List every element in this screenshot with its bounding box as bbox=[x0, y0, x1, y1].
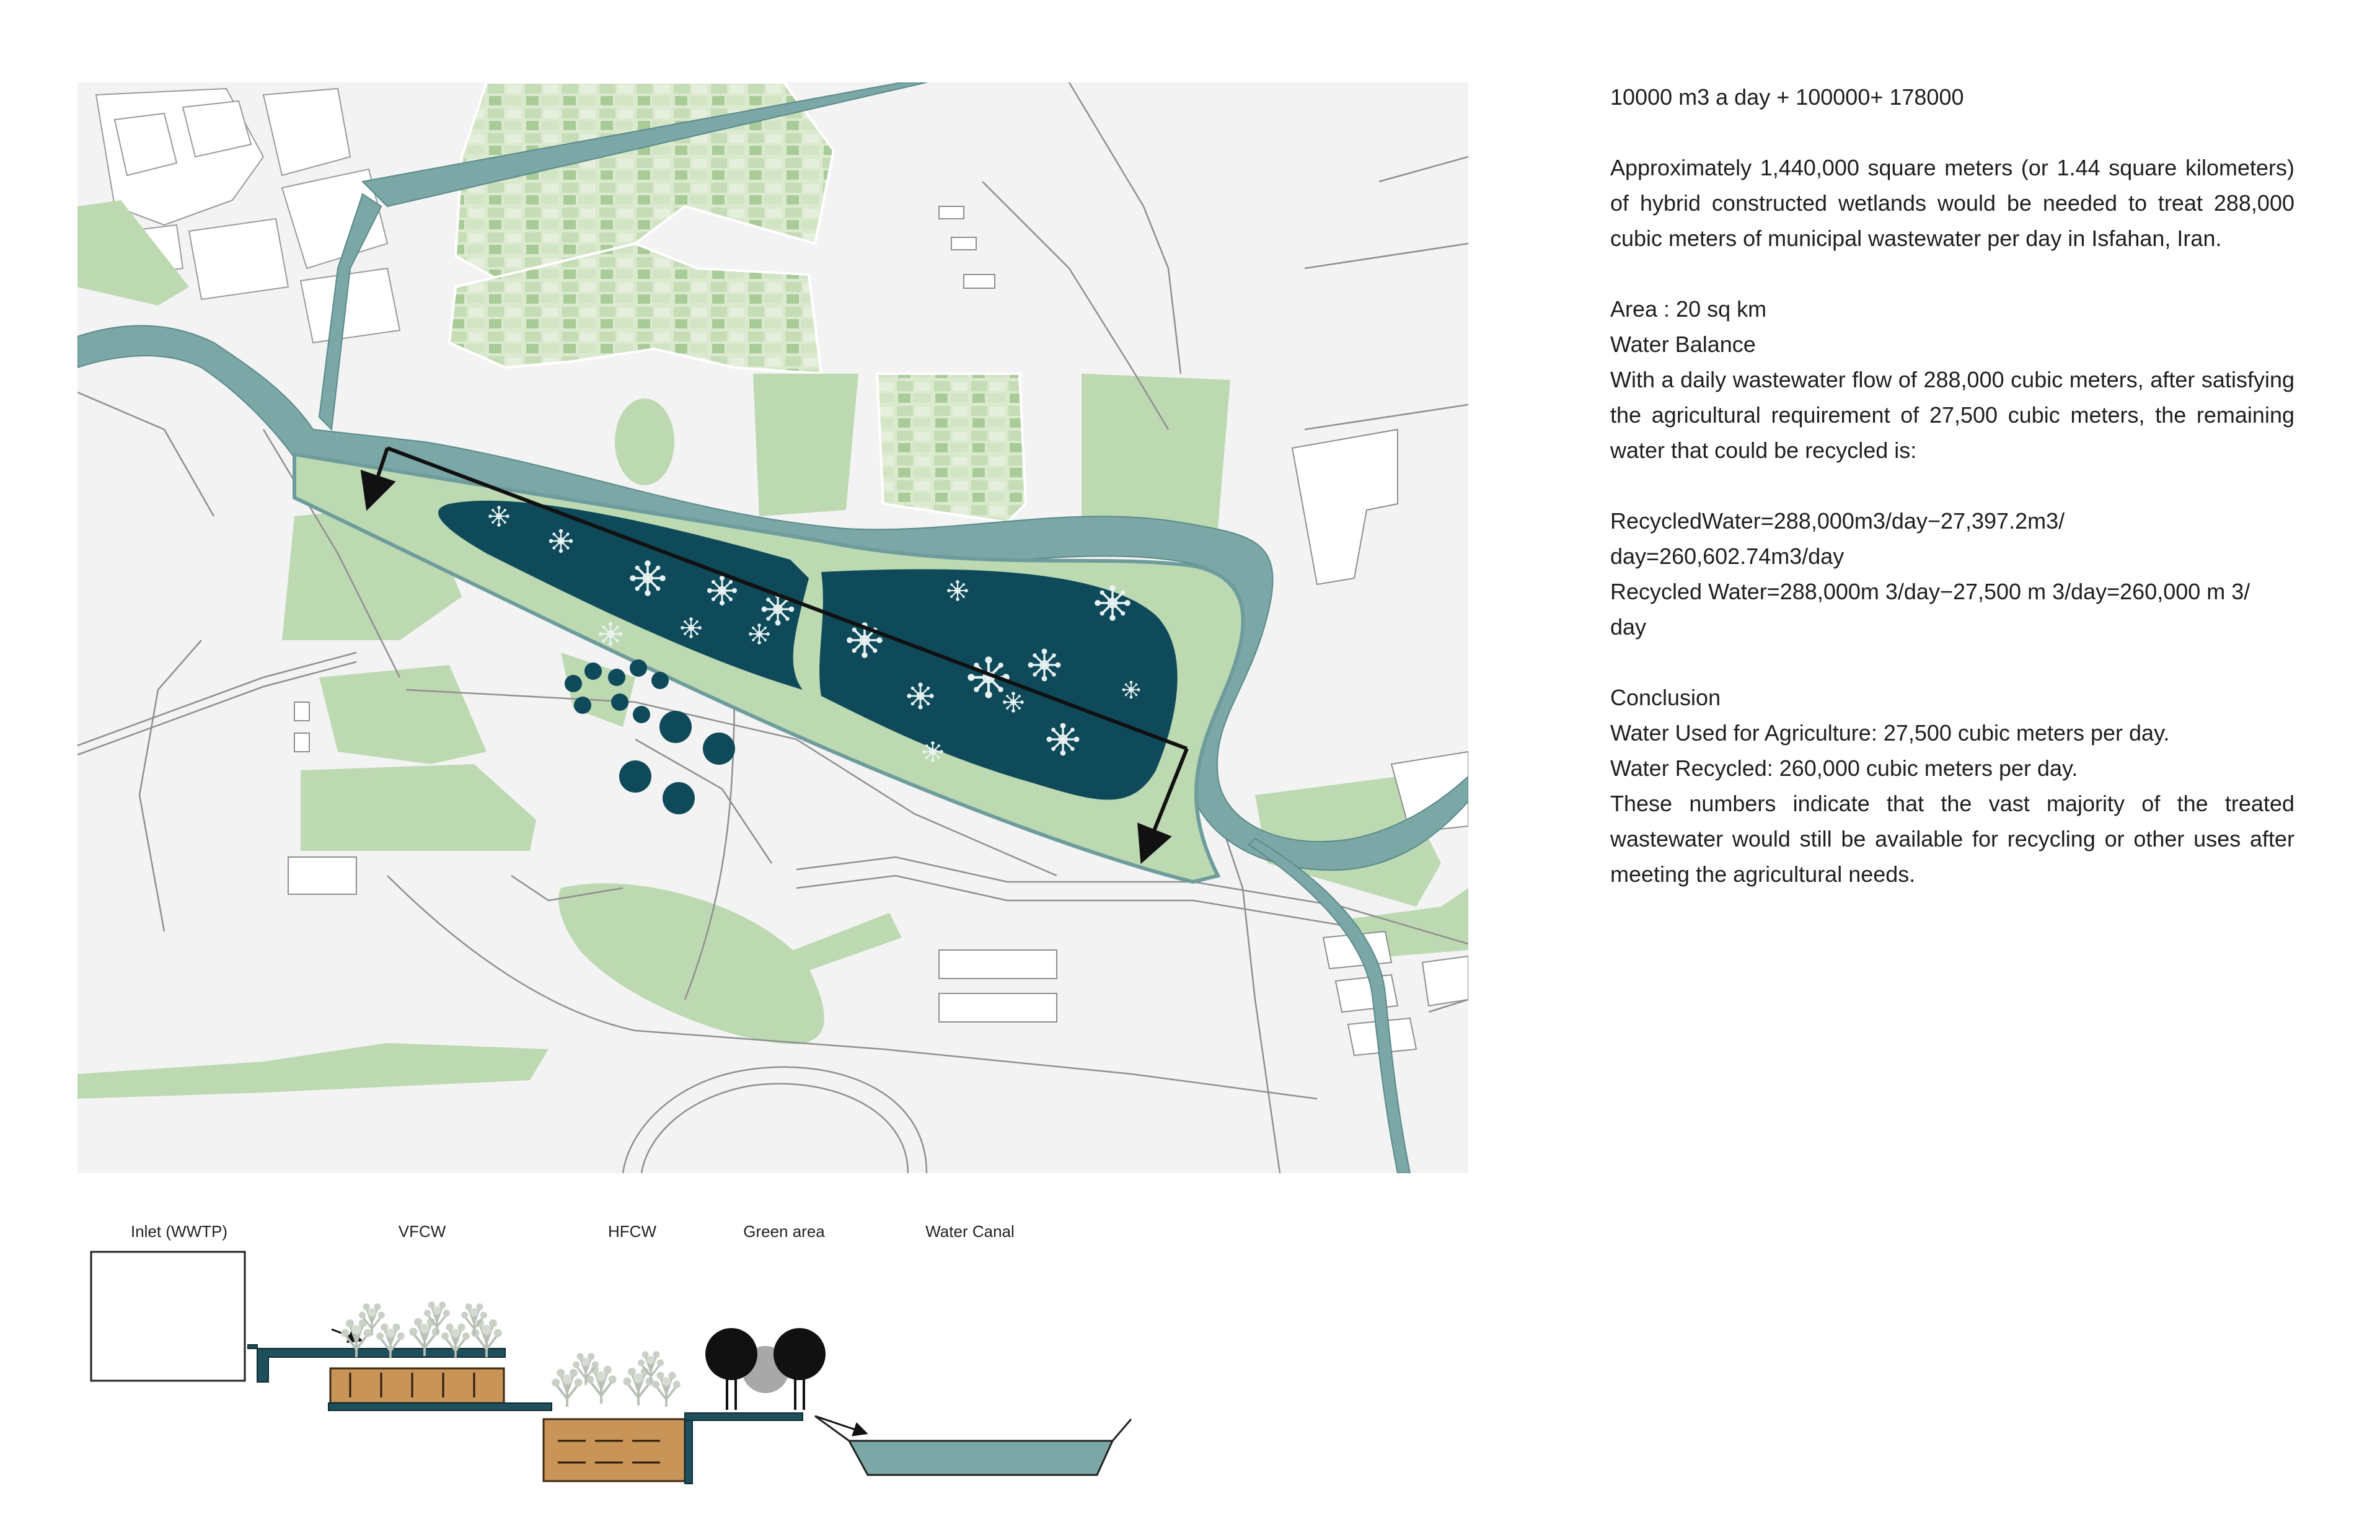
formula-line: 10000 m3 a day + 100000+ 178000 bbox=[1610, 84, 1964, 110]
label-inlet: Inlet (WWTP) bbox=[131, 1222, 227, 1241]
label-water-canal: Water Canal bbox=[925, 1222, 1015, 1241]
label-hfcw: HFCW bbox=[608, 1222, 656, 1241]
conclusion-block bbox=[1610, 680, 2294, 892]
label-green-area: Green area bbox=[743, 1222, 825, 1241]
conclusion-recycled: Water Recycled: 260,000 cubic meters per day. bbox=[1610, 755, 2078, 781]
conclusion-heading: Conclusion bbox=[1610, 685, 1721, 710]
water-canal bbox=[815, 1416, 1131, 1475]
notes-panel bbox=[1610, 79, 2294, 892]
intro-paragraph: Approximately 1,440,000 square meters (or 1.44 square kilometers) of hybrid constructed wetlands would be needed to treat 288,000 cubic meters of municipal wastewater per day in Isfahan, Iran. bbox=[1610, 155, 2294, 251]
treatment-section-diagram bbox=[77, 1202, 1144, 1494]
recycled-eq-line: day=260,602.74m3/day bbox=[1610, 543, 1844, 569]
label-vfcw: VFCW bbox=[398, 1222, 446, 1241]
recycled-eq-line: Recycled Water=288,000m 3/day−27,500 m 3/day=260,000 m 3/ bbox=[1610, 579, 2250, 604]
outlet-arrow bbox=[815, 1416, 865, 1433]
conclusion-agriculture: Water Used for Agriculture: 27,500 cubic meters per day. bbox=[1610, 720, 2170, 746]
water-balance-block bbox=[1610, 291, 2294, 468]
inlet-box bbox=[91, 1252, 245, 1381]
conclusion-text: These numbers indicate that the vast majority of the treated wastewater would still be available for recycling or other uses after meeting the agricultural needs. bbox=[1610, 791, 2294, 887]
area-line: Area : 20 sq km bbox=[1610, 296, 1767, 322]
water-balance-text: With a daily wastewater flow of 288,000 cubic meters, after satisfying the agricultural requirement of 27,500 cubic meters, the remaining water that could be recycled is: bbox=[1610, 367, 2294, 463]
site-plan-map bbox=[77, 82, 1468, 1173]
recycled-equations bbox=[1610, 503, 2294, 645]
water-balance-heading: Water Balance bbox=[1610, 332, 1756, 357]
recycled-eq-line: day bbox=[1610, 614, 1647, 640]
green-area-trees bbox=[705, 1328, 826, 1410]
recycled-eq-line: RecycledWater=288,000m3/day−27,397.2m3/ bbox=[1610, 508, 2065, 534]
